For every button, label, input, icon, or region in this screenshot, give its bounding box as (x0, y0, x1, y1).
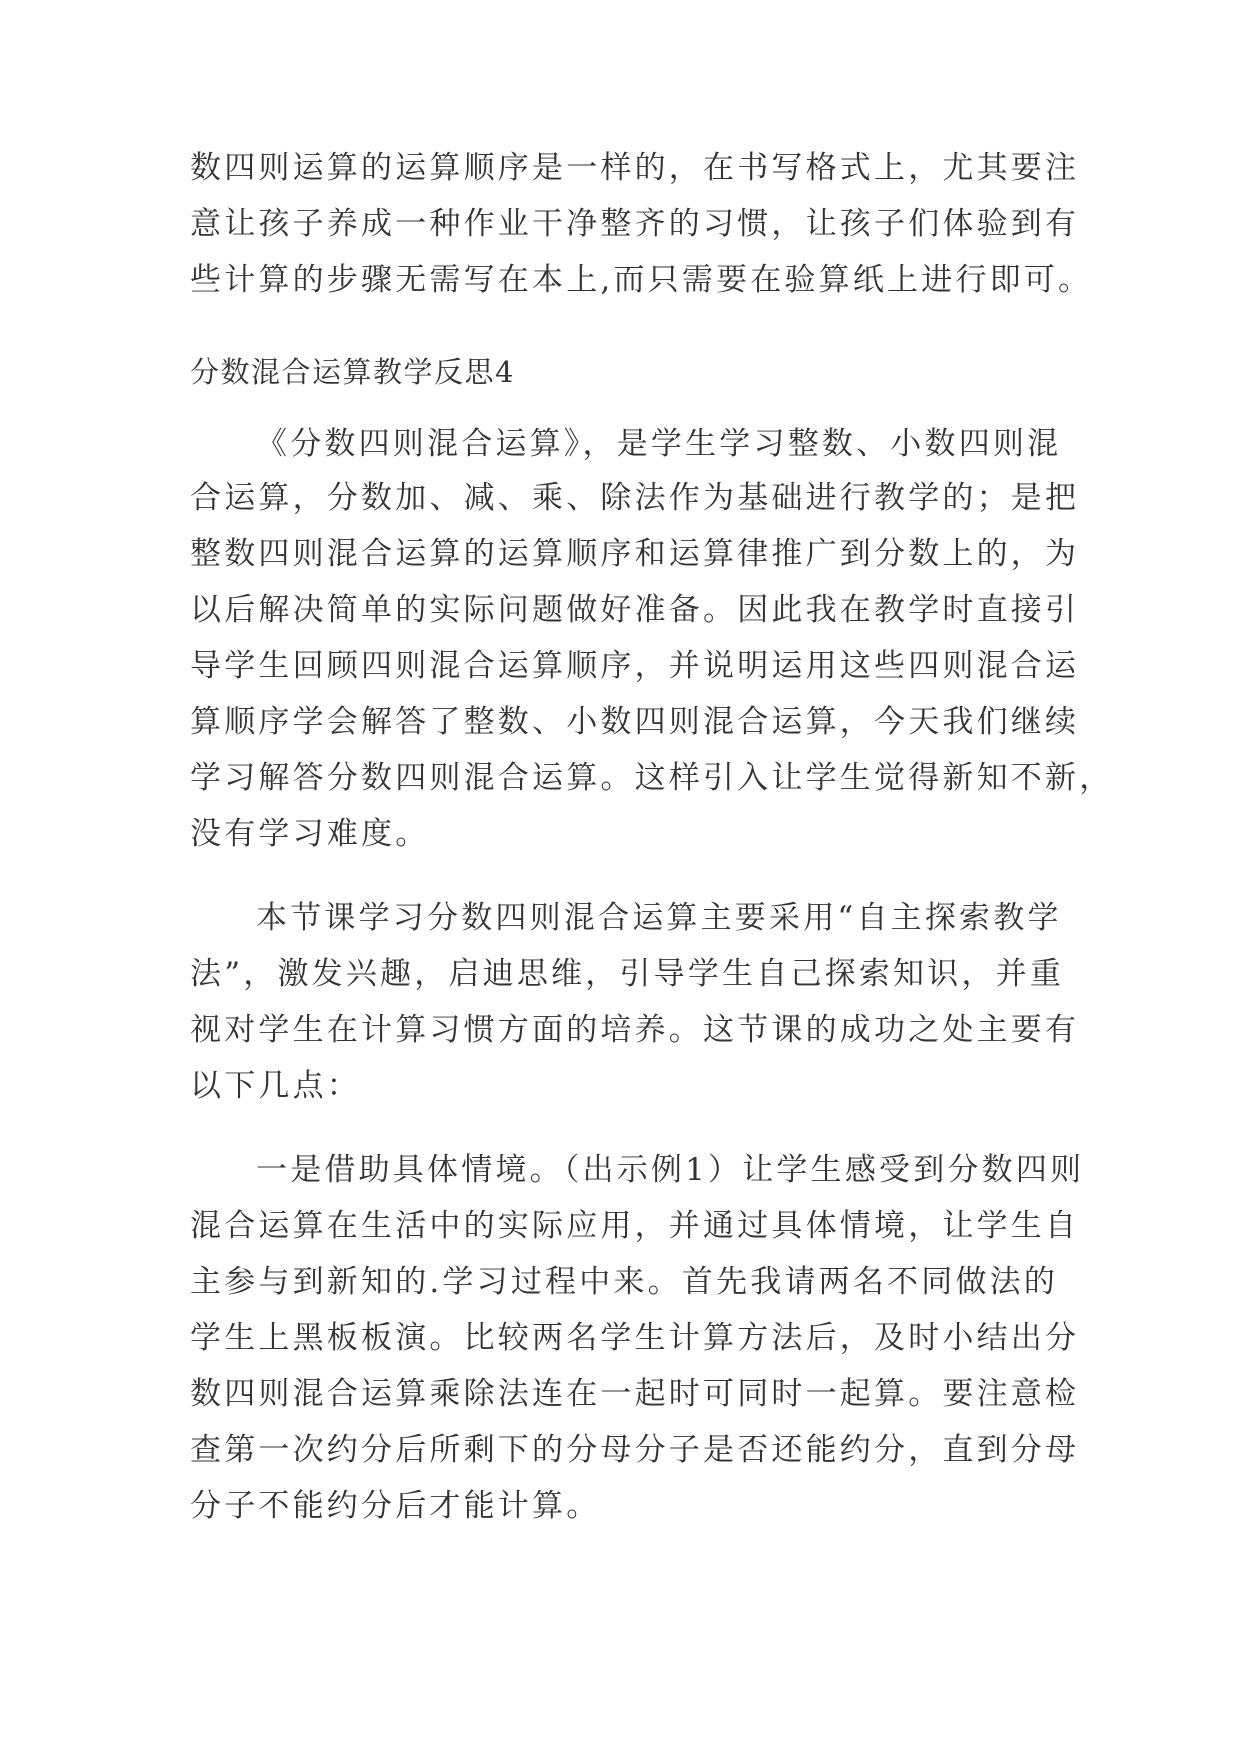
text-line: 混合运算在生活中的实际应用，并通过具体情境，让学生自 (190, 1208, 1080, 1244)
text-line: 整数四则混合运算的运算顺序和运算律推广到分数上的，为 (190, 536, 1080, 572)
text-line: 学生上黑板板演。比较两名学生计算方法后，及时小结出分 (190, 1320, 1080, 1356)
text-line: 数四则运算的运算顺序是一样的，在书写格式上，尤其要注 (190, 150, 1080, 186)
text-line: 些计算的步骤无需写在本上,而只需要在验算纸上进行即可。 (190, 262, 1093, 298)
text-line: 一是借助具体情境。（出示例1）让学生感受到分数四则 (256, 1152, 1085, 1188)
text-line: 导学生回顾四则混合运算顺序，并说明运用这些四则混合运 (190, 648, 1080, 684)
text-line: 分子不能约分后才能计算。 (190, 1488, 601, 1524)
text-line: 本节课学习分数四则混合运算主要采用“自主探索教学 (256, 900, 1062, 936)
text-line: 以后解决简单的实际问题做好准备。因此我在教学时直接引 (190, 592, 1080, 628)
text-line: 法”，激发兴趣，启迪思维，引导学生自己探索知识，并重 (190, 956, 1065, 992)
text-line: 算顺序学会解答了整数、小数四则混合运算，今天我们继续 (190, 704, 1080, 740)
text-line: 主参与到新知的.学习过程中来。首先我请两名不同做法的 (190, 1264, 1059, 1300)
text-line: 学习解答分数四则混合运算。这样引入让学生觉得新知不新， (190, 760, 1114, 796)
text-line: 合运算，分数加、减、乘、除法作为基础进行教学的；是把 (190, 480, 1080, 516)
text-line: 数四则混合运算乘除法连在一起时可同时一起算。要注意检 (190, 1376, 1080, 1412)
section-heading: 分数混合运算教学反思4 (190, 355, 515, 389)
text-line: 视对学生在计算习惯方面的培养。这节课的成功之处主要有 (190, 1012, 1080, 1048)
text-line: 以下几点： (190, 1068, 361, 1104)
text-line: 查第一次约分后所剩下的分母分子是否还能约分，直到分母 (190, 1432, 1080, 1468)
text-line: 意让孩子养成一种作业干净整齐的习惯，让孩子们体验到有 (190, 206, 1080, 242)
text-line: 《分数四则混合运算》，是学生学习整数、小数四则混 (256, 426, 1062, 462)
text-line: 没有学习难度。 (190, 816, 430, 852)
